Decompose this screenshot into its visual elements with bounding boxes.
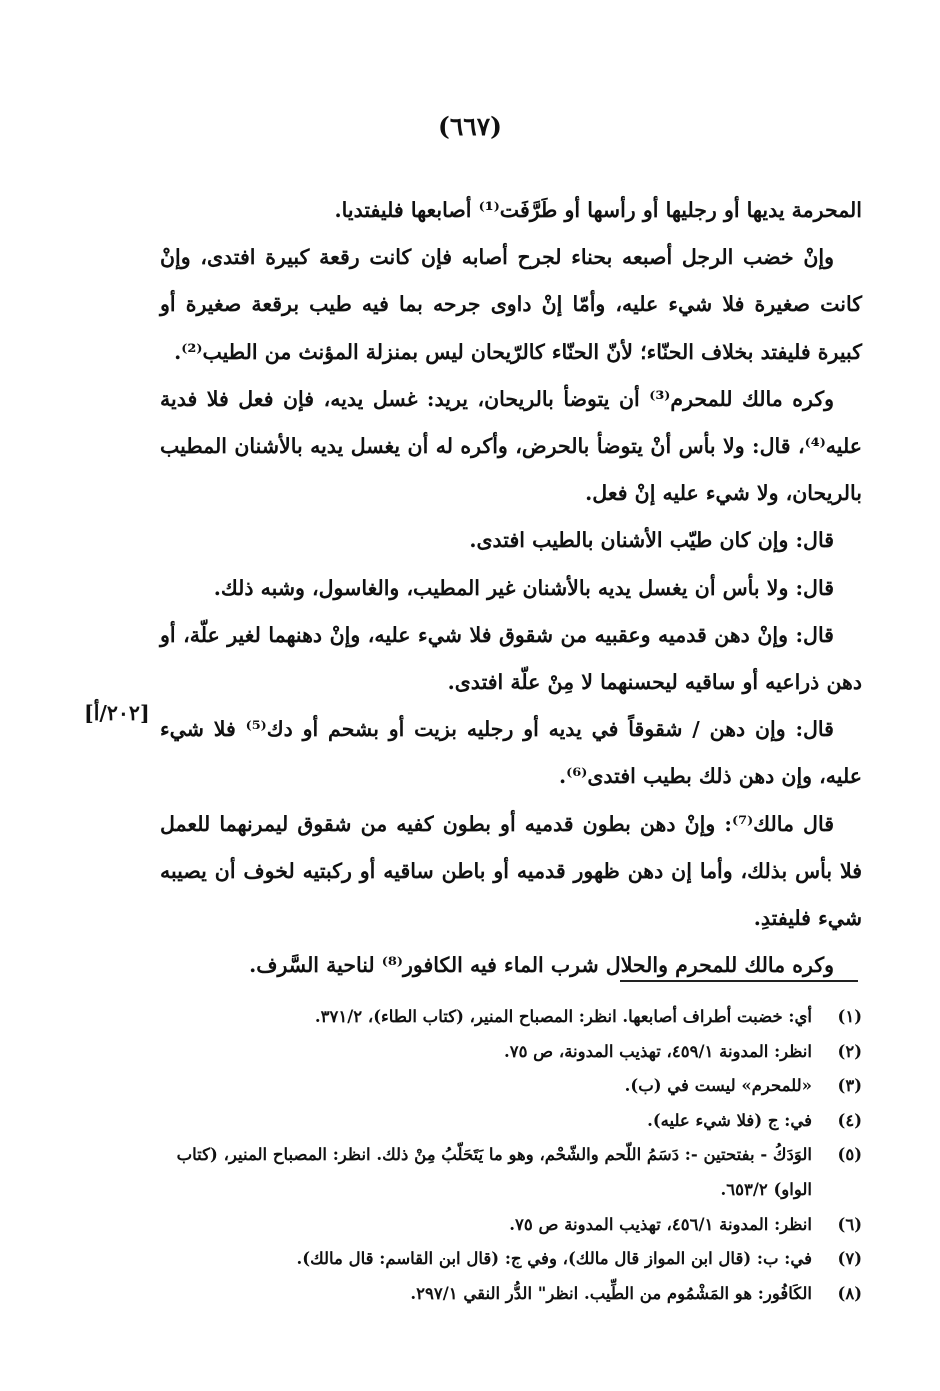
page-number: (٦٦٧) — [438, 112, 502, 141]
footnote-number: (٨) — [837, 1283, 862, 1303]
footnote-number: (٧) — [837, 1249, 862, 1269]
paragraph: وإنْ خضب الرجل أصبعه بحناء لجرح أصابه فإن كانت رقعة كبيرة افتدى، وإنْ كانت صغيرة فلا شيء عليه، وأمّا إنْ داوى جرحه بما فيه طيب برقعة صغيرة أو كبيرة فليفتد بخلاف الحنّاء؛ لأنّ الحنّاء كالرّيحان ليس بمنزلة المؤنث من الطيب⁽²⁾. — [160, 245, 862, 364]
footnote-number: (٦) — [837, 1214, 862, 1234]
footnote-item — [160, 1242, 862, 1277]
footnote-item — [160, 1000, 862, 1035]
paragraph: قال: وإن كان طيّب الأشنان بالطيب افتدى. — [469, 528, 834, 553]
footnote-number: (١) — [837, 1007, 862, 1026]
paragraph: قال: وإنْ دهن قدميه وعقبيه من شقوق فلا شيء عليه، وإنْ دهنهما لغير علّة، أو دهن ذراعيه أو ساقيه ليحسنهما لا مِنْ علّة افتدى. — [160, 622, 862, 695]
footnote-text: في: ج (فلا شيء عليه). — [647, 1110, 812, 1130]
main-text — [160, 187, 862, 989]
footnote-text: أي: خضبت أطراف أصابعها. انظر: المصباح المنير، (كتاب الطاء)، ٣٧١/٢. — [314, 1007, 812, 1026]
footnote-text: الوَدَكُ - بفتحتين -: دَسَمُ اللّحم والشّحْم، وهو ما يَتَحَلّبُ مِنْ ذلك. انظر: المصباح المنير، (كتاب الواو) ٦٥٣/٢. — [176, 1145, 812, 1199]
footnotes — [160, 1000, 862, 1311]
footnote-text: «للمحرم» ليست في (ب). — [624, 1076, 812, 1096]
paragraph: قال: وإن دهن / شقوقاً في يديه أو رجليه بزيت أو بشحم أو دك⁽⁵⁾ فلا شيء عليه، وإن دهن ذلك بطيب افتدى⁽⁶⁾. — [160, 717, 862, 789]
footnote-text: الكَافُور: هو المَشْمُوم من الطِّيب. انظر" الدُّر النقي ٢٩٧/١. — [410, 1283, 812, 1303]
footnote-number: (٣) — [837, 1076, 862, 1096]
footnote-text: انظر: المدونة ٤٥٩/١، تهذيب المدونة، ص ٧٥. — [503, 1041, 812, 1061]
footnote-item — [160, 1104, 862, 1139]
footnote-item — [160, 1138, 862, 1207]
footnote-text: في: ب: (قال ابن المواز قال مالك)، وفي ج: (قال ابن القاسم: قال مالك). — [296, 1249, 812, 1269]
paragraph: المحرمة يديها أو رجليها أو رأسها أو طَرَّفَت⁽¹⁾ أصابعها فليفتديا. — [334, 198, 862, 222]
manuscript-folio-reference: [٢٠٢/أ] — [84, 701, 150, 725]
paragraph: قال: ولا بأس أن يغسل يديه بالأشنان غير المطيب، والغاسول، وشبه ذلك. — [213, 575, 834, 600]
paragraph: وكره مالك للمحرم والحلال شرب الماء فيه الكافور⁽⁸⁾ لناحية السَّرف. — [249, 953, 834, 978]
footnote-item — [160, 1277, 862, 1312]
paragraph: وكره مالك للمحرم⁽³⁾ أن يتوضأ بالريحان، يريد: غسل يديه، فإن فعل فلا فدية عليه⁽⁴⁾، قال: ولا بأس أنْ يتوضأ بالحرض، وأكره له أن يغسل يديه بالأشنان المطيب بالريحان، ولا شيء عليه إنْ فعل. — [160, 386, 862, 506]
footnote-number: (٢) — [837, 1041, 862, 1061]
footnote-item — [160, 1069, 862, 1104]
footnote-number: (٤) — [837, 1110, 862, 1130]
footnote-separator — [620, 980, 858, 982]
footnote-item — [160, 1035, 862, 1070]
footnote-item — [160, 1208, 862, 1243]
footnote-number: (٥) — [837, 1145, 862, 1165]
paragraph: قال مالك⁽⁷⁾: وإنْ دهن بطون قدميه أو بطون كفيه من شقوق ليمرنهما للعمل فلا بأس بذلك، وأما إن دهن ظهور قدميه أو باطن ساقيه أو ركبتيه لخوف أن يصيبه شيء فليفتدِ. — [160, 811, 862, 931]
footnote-text: انظر: المدونة ٤٥٦/١، تهذيب المدونة ص ٧٥. — [509, 1214, 812, 1234]
